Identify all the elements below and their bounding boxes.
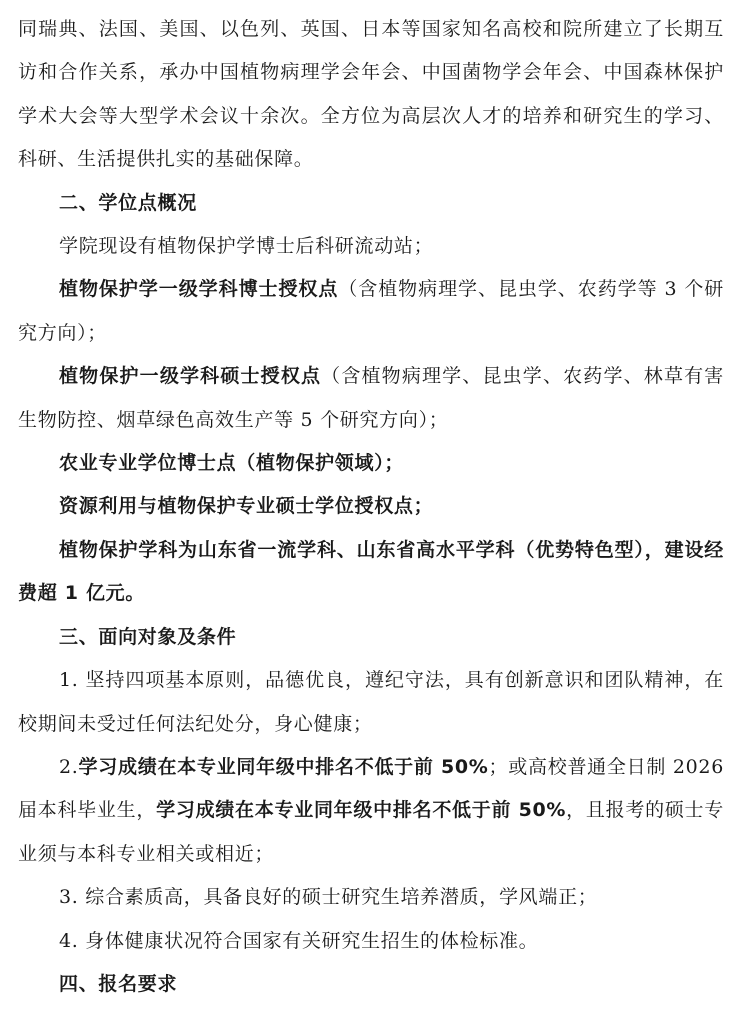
section-heading-registration: 四、报名要求 xyxy=(59,972,178,995)
condition-2-rank-bold: 学习成绩在本专业同年级中排名不低于前 50% xyxy=(78,755,489,778)
discipline-status: 植物保护学科为山东省一流学科、山东省高水平学科（优势特色型），建设经费超 1 亿元。 xyxy=(18,538,724,605)
condition-2-middle: ；或高校普通全日制 2026 届本科毕业生， xyxy=(18,755,724,822)
intro-continuation: 同瑞典、法国、美国、以色列、英国、日本等国家知名高校和院所建立了长期互访和合作关系，承办中国植物病理学会年会、中国菌物学会年会、中国森林保护学术大会等大型学术会议十余次。全方位为高层次人才的培养和研究生的学习、科研、生活提供扎实的基础保障。 xyxy=(18,18,724,171)
postdoc-station: 学院现设有植物保护学博士后科研流动站； xyxy=(59,235,434,258)
section-heading-degree-overview: 二、学位点概况 xyxy=(59,191,197,214)
resource-professional-master: 资源利用与植物保护专业硕士学位授权点； xyxy=(59,495,434,518)
master-authorization xyxy=(18,355,724,442)
phd-authorization xyxy=(18,268,724,355)
condition-1: 1. 坚持四项基本原则，品德优良，遵纪守法，具有创新意识和团队精神，在校期间未受过任何法纪处分，身心健康； xyxy=(18,669,724,735)
agri-professional-doctorate: 农业专业学位博士点（植物保护领域）； xyxy=(59,452,405,475)
master-authorization-bold: 植物保护一级学科硕士授权点 xyxy=(59,365,322,388)
condition-2-end: ，且报考的硕士专业须与本科专业相关或相近； xyxy=(18,799,724,865)
condition-2 xyxy=(18,746,724,876)
master-authorization-detail: （含植物病理学、昆虫学、农药学、林草有害生物防控、烟草绿色高效生产等 5 个研究方向）； xyxy=(18,365,724,431)
condition-2-rank-bold-2: 学习成绩在本专业同年级中排名不低于前 50% xyxy=(156,799,567,822)
phd-authorization-bold: 植物保护学一级学科博士授权点 xyxy=(59,278,339,301)
phd-authorization-detail: （含植物病理学、昆虫学、农药学等 3 个研究方向）； xyxy=(18,278,724,344)
section-heading-applicants: 三、面向对象及条件 xyxy=(59,625,237,648)
condition-4: 4. 身体健康状况符合国家有关研究生招生的体检标准。 xyxy=(59,929,539,952)
condition-2-number: 2. xyxy=(59,755,79,778)
condition-3: 3. 综合素质高，具备良好的硕士研究生培养潜质，学风端正； xyxy=(59,886,598,909)
